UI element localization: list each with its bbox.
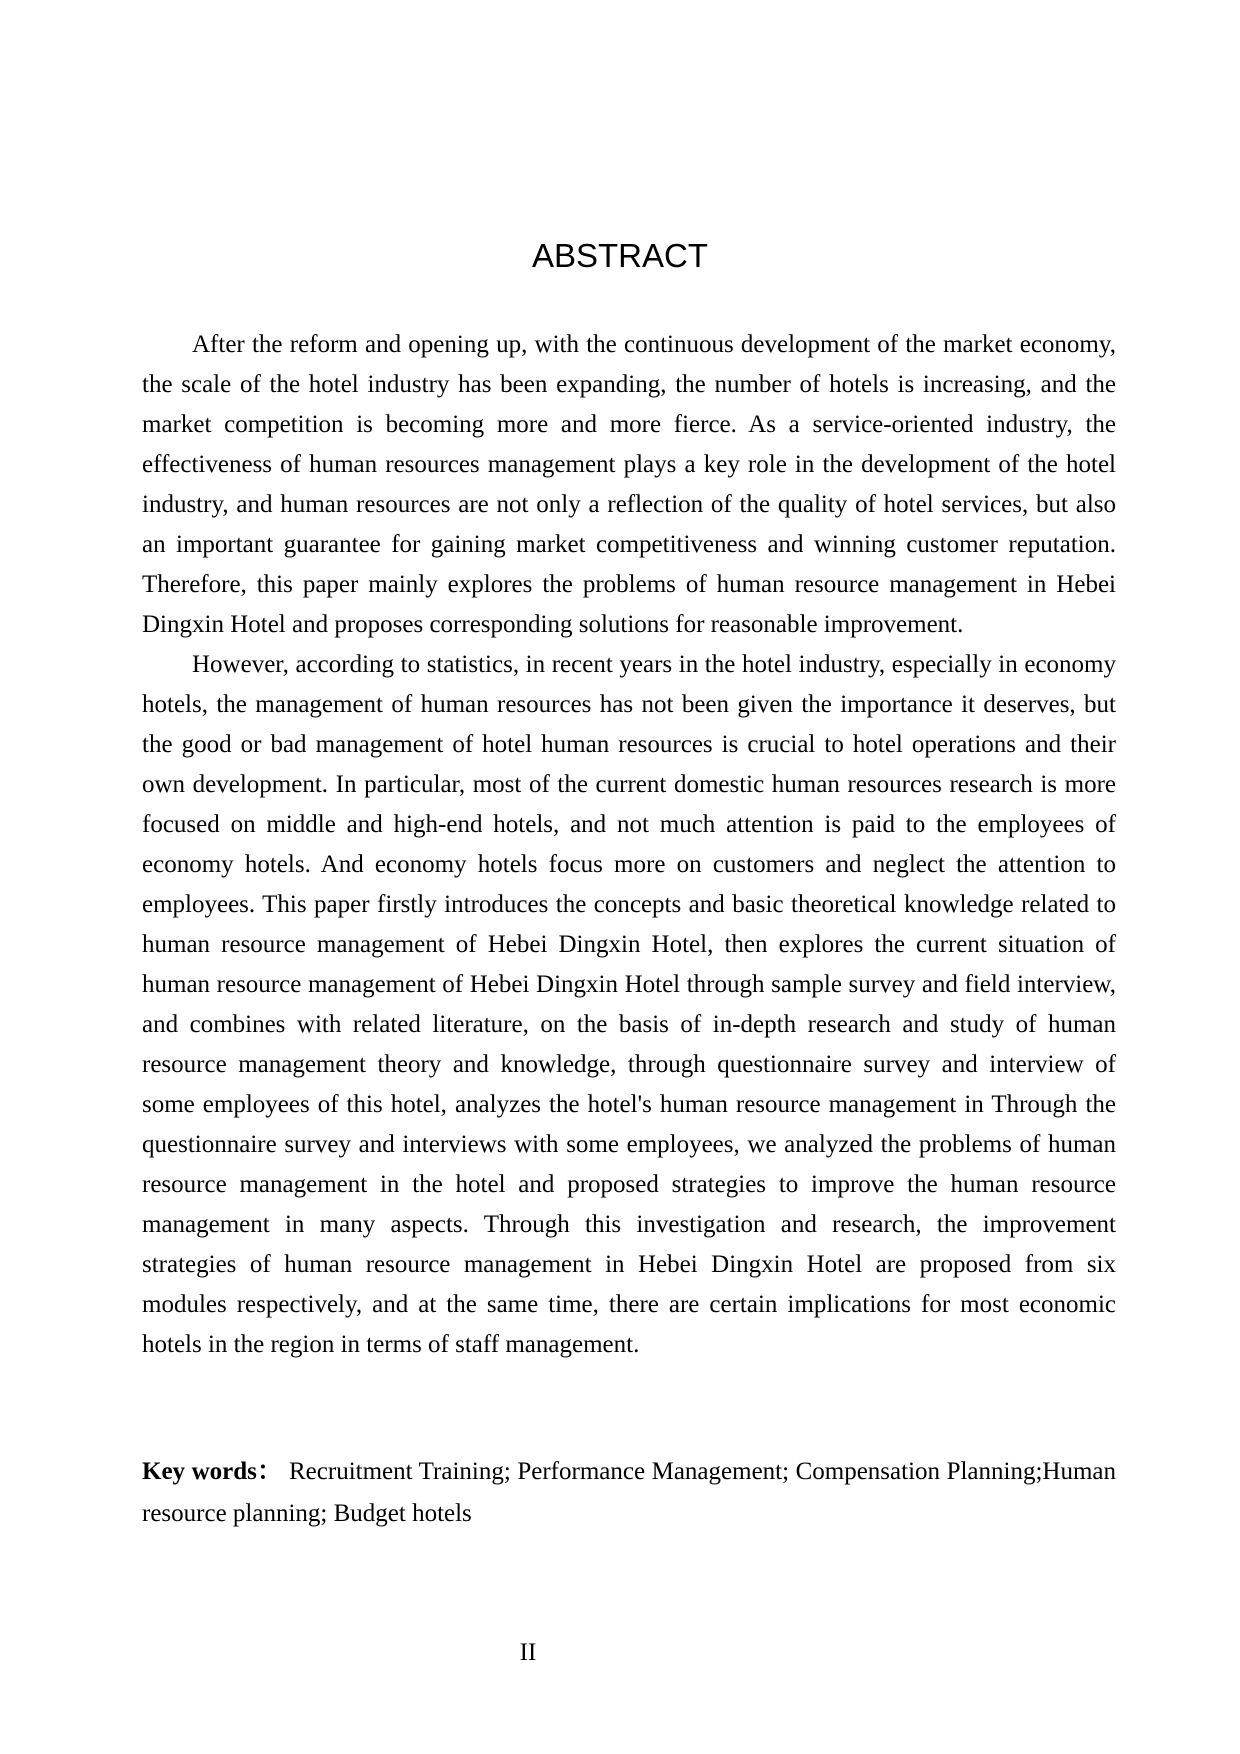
abstract-paragraph-1: After the reform and opening up, with the continuous development of the market economy, the scale of the hotel industry has been expanding, the number of hotels is increasing, and the market competition is becoming more and more fierce. As a service-oriented industry, the effectiveness of human resources management plays a key role in the development of the hotel industry, and human resources are not only a reflection of the quality of hotel services, but also an important guarantee for gaining market competitiveness and winning customer reputation. Therefore, this paper mainly explores the problems of human resource management in Hebei Dingxin Hotel and proposes corresponding solutions for reasonable improvement. [142,331,1116,638]
keywords-label: Key words： [142,1458,283,1485]
page-number: II [519,1639,537,1666]
abstract-paragraph-2: However, according to statistics, in recent years in the hotel industry, especially in economy hotels, the management of human resources has not been given the importance it deserves, but the good or bad management of hotel human resources is crucial to hotel operations and their own development. In particular, most of the current domestic human resources research is more focused on middle and high-end hotels, and not much attention is paid to the employees of economy hotels. And economy hotels focus more on customers and neglect the attention to employees. This paper firstly introduces the concepts and basic theoretical knowledge related to human resource management of Hebei Dingxin Hotel, then explores the current situation of human resource management of Hebei Dingxin Hotel through sample survey and field interview, and combines with related literature, on the basis of in-depth research and study of human resource management theory and knowledge, through questionnaire survey and interview of some employees of this hotel, analyzes the hotel's human resource management in Through the questionnaire survey and interviews with some employees, we analyzed the problems of human resource management in the hotel and proposed strategies to improve the human resource management in many aspects. Through this investigation and research, the improvement strategies of human resource management in Hebei Dingxin Hotel are proposed from six modules respectively, and at the same time, there are certain implications for most economic hotels in the region in terms of staff management. [142,651,1116,1358]
page-title: ABSTRACT [531,237,709,274]
keywords-line [142,1451,1116,1535]
abstract-body [142,325,1116,1535]
keywords-value: Recruitment Training; Performance Management; Compensation Planning;Human resource planning; Budget hotels [142,1458,1116,1527]
